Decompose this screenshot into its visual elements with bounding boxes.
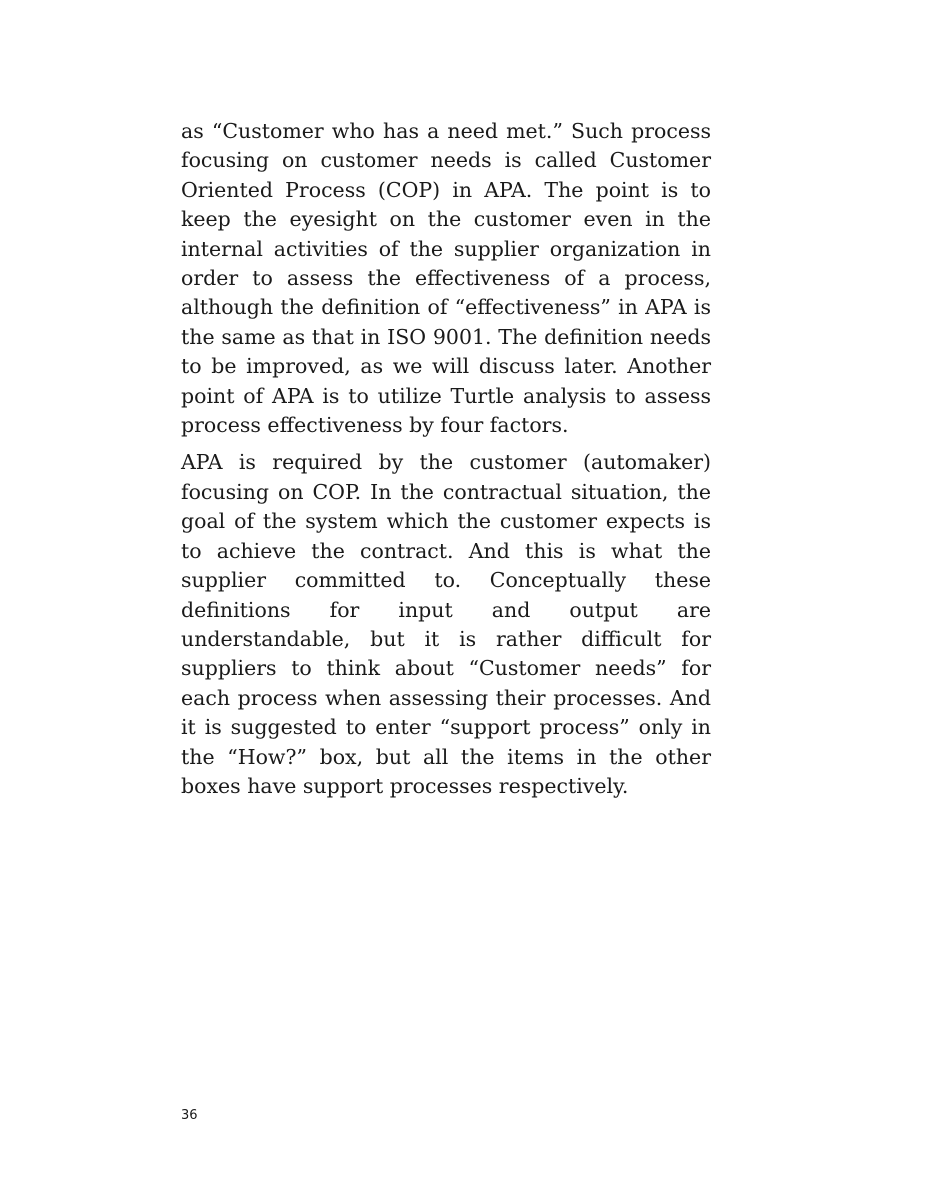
body-text	[181, 117, 711, 809]
page-number: 36	[181, 1108, 198, 1123]
paragraph-2: APA is required by the customer (automaker) focusing on COP. In the contractual situation, the goal of the system which the customer expects is to achieve the contract. And this is what the supplier committed to. Conceptually these definitions for input and output are understandable, but it is rather difficult for suppliers to think about “Customer needs” for each process when assessing their processes. And it is suggested to enter “support process” only in the “How?” box, but all the items in the other boxes have support processes respectively.	[181, 450, 711, 798]
paragraph-1: as “Customer who has a need met.” Such process focusing on customer needs is called Customer Oriented Process (COP) in APA. The point is to keep the eyesight on the customer even in the internal activities of the supplier organization in order to assess the effectiveness of a process, although the definition of “effectiveness” in APA is the same as that in ISO 9001. The definition needs to be improved, as we will discuss later. Another point of APA is to utilize Turtle analysis to assess process effectiveness by four factors.	[181, 119, 711, 438]
